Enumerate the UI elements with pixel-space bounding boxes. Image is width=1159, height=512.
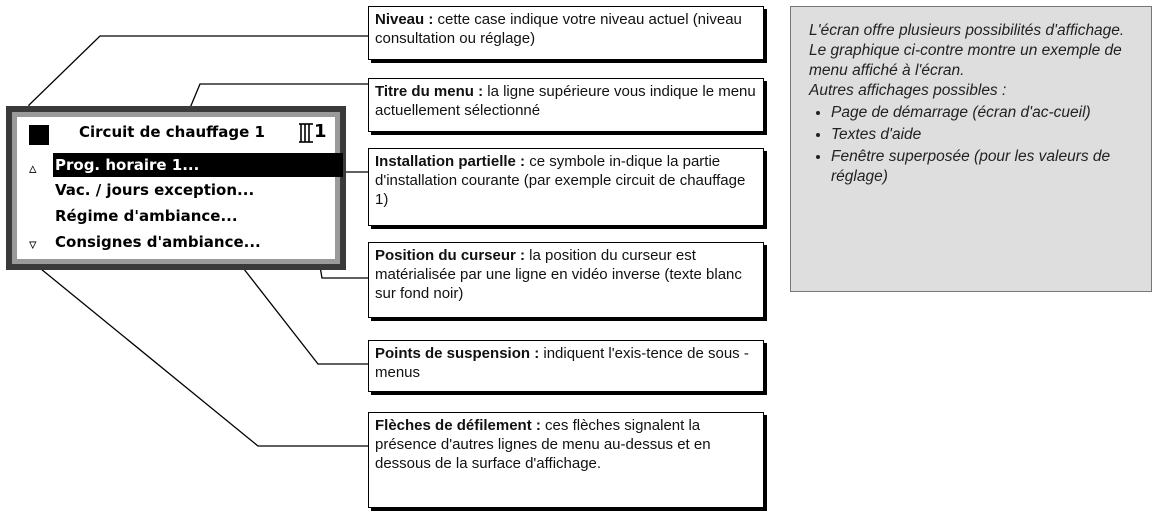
display-bezel: [12, 112, 340, 264]
callout-installation-partielle: [368, 148, 764, 226]
level-indicator-box: [29, 125, 49, 145]
connector-fleches: [30, 260, 368, 446]
cursor-row[interactable]: [53, 153, 343, 177]
callout-curseur-term: Position du curseur :: [375, 247, 526, 264]
menu-item-4[interactable]: Consignes d'ambiance...: [55, 233, 261, 251]
info-intro: L'écran offre plusieurs possibilités d'affichage.: [809, 22, 1125, 39]
callout-curseur-text: la position du curseur est matérialisée par une ligne en vidéo inverse (texte blanc sur fond noir): [375, 247, 742, 302]
info-line3: Autres affichages possibles :: [809, 82, 1007, 99]
display-screen: [17, 117, 335, 259]
callout-titre-term: Titre du menu :: [375, 83, 484, 100]
callout-installation-term: Installation partielle :: [375, 153, 526, 170]
callout-niveau-text: cette case indique votre niveau actuel (niveau consultation ou réglage): [375, 11, 742, 47]
callout-fleches-text: ces flèches signalent la présence d'autres lignes de menu au-dessus et en dessous de la surface d'affichage.: [375, 417, 711, 472]
connector-suspension: [233, 255, 368, 364]
callout-position-curseur: [368, 242, 764, 318]
callout-fleches-defilement: [368, 412, 764, 508]
callout-fleches-term: Flèches de défilement :: [375, 417, 541, 434]
info-line2: Le graphique ci-contre montre un exemple de menu affiché à l'écran.: [809, 42, 1122, 79]
callout-niveau: [368, 6, 764, 60]
callout-installation-text: ce symbole in-dique la partie d'installation courante (par exemple circuit de chauffage 1): [375, 153, 746, 208]
partial-installation-number: 1: [314, 121, 327, 142]
callout-suspension-term: Points de suspension :: [375, 345, 540, 362]
menu-title: Circuit de chauffage 1: [79, 123, 265, 141]
callout-titre-text: la ligne supérieure vous indique le menu actuellement sélectionné: [375, 83, 756, 119]
menu-item-3[interactable]: Régime d'ambiance...: [55, 207, 238, 225]
info-bullet-2: • Textes d'aide: [831, 125, 1133, 145]
display-panel: [6, 106, 346, 270]
menu-item-1: Prog. horaire 1...: [55, 156, 200, 174]
callout-suspension-text: indiquent l'exis-tence de sous -menus: [375, 345, 749, 381]
menu-item-2[interactable]: Vac. / jours exception...: [55, 181, 255, 199]
scroll-up-arrow-icon: ▵: [29, 159, 37, 177]
info-bullet-3: • Fenêtre superposée (pour les valeurs de réglage): [831, 147, 1133, 187]
scroll-down-arrow-icon: ▿: [29, 235, 37, 253]
info-bullets: [809, 103, 1133, 187]
info-bullet-1: • Page de démarrage (écran d'ac-cueil): [831, 103, 1133, 123]
callout-points-suspension: [368, 340, 764, 392]
callout-niveau-term: Niveau :: [375, 11, 434, 28]
info-panel: [790, 6, 1152, 292]
callout-titre-menu: [368, 78, 764, 132]
